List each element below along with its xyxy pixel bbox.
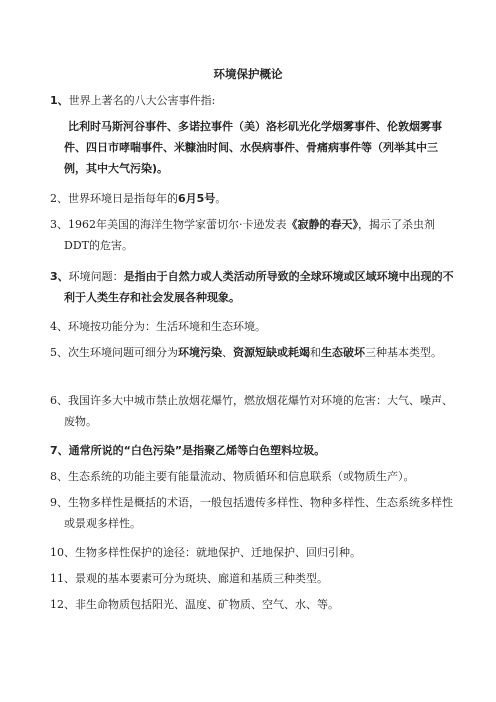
item-3b: 3、环境问题：是指由于自然力或人类活动所导致的全球环境或区域环境中出现的不利于人类生存和社会发展各种现象。 xyxy=(50,270,454,304)
document-title: 环境保护概论 xyxy=(213,67,283,81)
item-1-detail: 比利时马斯河谷事件、多诺拉事件（美）洛杉矶光化学烟雾事件、伦敦烟雾事件、四日市哮喘事件、米糠油时间、水俣病事件、骨痛病事件等（列举其中三例，其中大气污染)。 xyxy=(64,120,442,175)
item-10: 10、生物多样性保护的途径：就地保护、迁地保护、回归引种。 xyxy=(50,546,361,559)
item-11: 11、景观的基本要素可分为斑块、廊道和基质三种类型。 xyxy=(50,572,328,585)
item-8: 8、生态系统的功能主要有能量流动、物质循环和信息联系（或物质生产）。 xyxy=(50,470,415,483)
item-1: 1、世界上著名的八大公害事件指: xyxy=(50,94,216,107)
item-12: 12、非生命物质包括阳光、温度、矿物质、空气、水、等。 xyxy=(50,598,339,611)
item-4: 4、环境按功能分为：生活环境和生态环境。 xyxy=(50,320,266,333)
item-2: 2、世界环境日是指每年的6月5号。 xyxy=(50,192,227,205)
item-5: 5、次生环境问题可细分为环境污染、资源短缺或耗竭和生态破坏三种基本类型。 xyxy=(50,346,442,359)
item-7: 7、通常所说的“白色污染”是指聚乙烯等白色塑料垃圾。 xyxy=(50,444,326,457)
item-3: 3、1962年美国的海洋生物学家蕾切尔·卡逊发表《寂静的春天》，揭示了杀虫剂DDT的危害。 xyxy=(50,218,435,252)
item-6: 6、我国许多大中城市禁止放烟花爆竹，燃放烟花爆竹对环境的危害：大气、噪声、废物。 xyxy=(50,394,453,428)
item-9: 9、生物多样性是概括的术语，一般包括遗传多样性、物种多样性、生态系统多样性或景观多样性。 xyxy=(50,496,453,530)
